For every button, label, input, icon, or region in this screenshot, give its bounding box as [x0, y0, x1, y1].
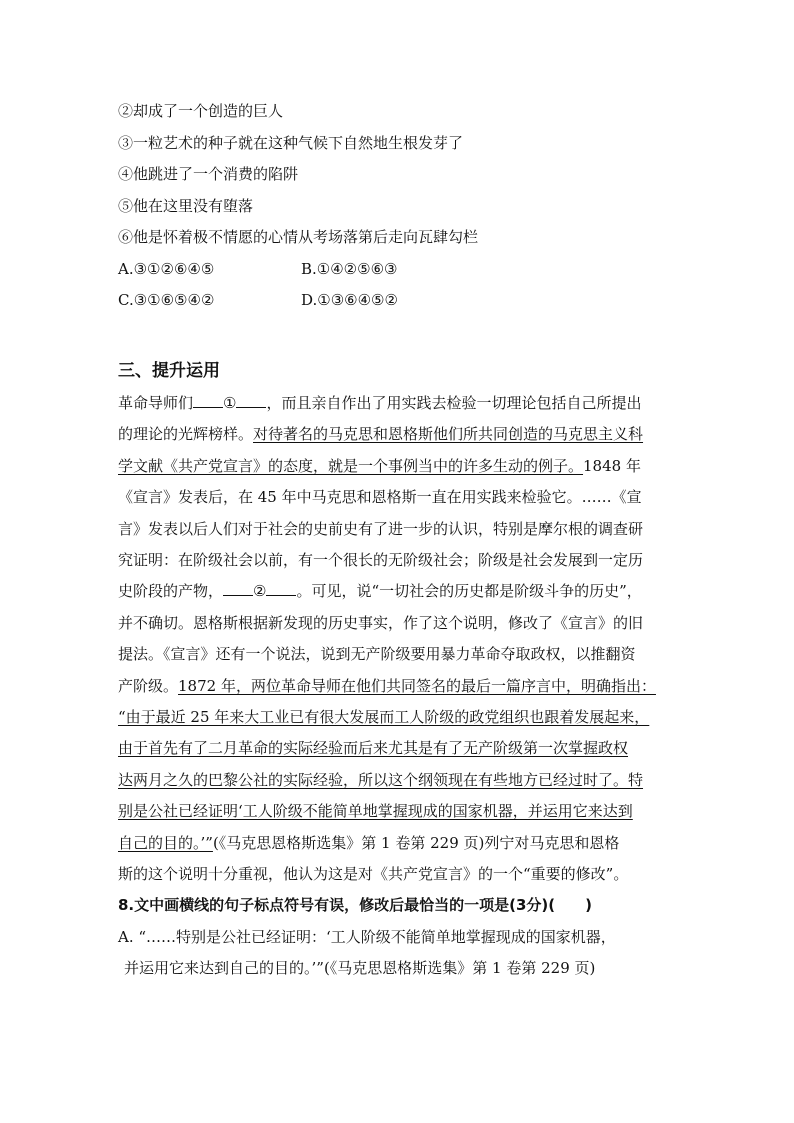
- blank-2-label: ②: [253, 582, 267, 600]
- section-title: 三、提升运用: [118, 361, 220, 381]
- underlined-sentence: 自己的目的。’”: [118, 834, 213, 852]
- question-option-a: A. “……特别是公社已经证明：‘工人阶级不能简单地掌握现成的国家机器，: [118, 928, 616, 946]
- passage-line: 提法。《宣言》还有一个说法，说到无产阶级要用暴力革命夺取政权，以推翻资: [118, 645, 636, 663]
- blank-2-underline: [223, 581, 253, 596]
- passage-line: 斯的这个说明十分重视，他认为这是对《共产党宣言》的一个“重要的修改”。: [118, 865, 629, 883]
- passage-line: 并不确切。恩格斯根据新发现的历史事实，作了这个说明，修改了《宣言》的旧: [118, 614, 644, 632]
- passage-line: [118, 393, 698, 413]
- blank-1-underline: [236, 393, 266, 408]
- option-c: C.③①⑥⑤④②: [118, 291, 215, 309]
- passage-line: [118, 424, 698, 444]
- list-item: ⑥他是怀着极不情愿的心情从考场落第后走向瓦肆勾栏: [118, 228, 479, 246]
- underlined-sentence: 别是公社已经证明‘工人阶级不能简单地掌握现成的国家机器，并运用它来达到: [118, 802, 633, 820]
- passage-line: [118, 676, 698, 696]
- option-b: B.①④②⑤⑥③: [301, 260, 398, 278]
- underlined-sentence: 由于首先有了二月革命的实际经验而后来尤其是有了无产阶级第一次掌握政权: [118, 739, 629, 757]
- passage-line: [118, 581, 698, 601]
- passage-text: (《马克思恩格斯选集》第 1 卷第 229 页)列宁对马克思和恩格: [212, 834, 620, 852]
- list-item: ③一粒艺术的种子就在这种气候下自然地生根发芽了: [118, 134, 464, 152]
- passage-line: 《宣言》发表后，在 45 年中马克思和恩格斯一直在用实践来检验它。……《宣: [118, 488, 642, 506]
- question-stem: 8.文中画横线的句子标点符号有误，修改后最恰当的一项是(3分)( ): [118, 896, 592, 914]
- blank-2-underline: [266, 581, 296, 596]
- list-item: ②却成了一个创造的巨人: [118, 102, 284, 120]
- passage-line: 究证明：在阶级社会以前，有一个很长的无阶级社会；阶级是社会发展到一定历: [118, 551, 644, 569]
- passage-text: 。可见，说“一切社会的历史都是阶级斗争的历史”，: [296, 582, 642, 600]
- list-item: ⑤他在这里没有堕落: [118, 197, 254, 215]
- underlined-sentence: “由于最近 25 年来大工业已有很大发展而工人阶级的政党组织也跟着发展起来，: [118, 708, 650, 726]
- blank-1-label: ①: [223, 394, 237, 412]
- underlined-sentence: 1872 年，两位革命导师在他们共同签名的最后一篇序言中，明确指出：: [178, 677, 656, 695]
- underlined-sentence: 对待著名的马克思和恩格斯他们所共同创造的马克思主义科: [253, 425, 644, 443]
- option-a: A.③①②⑥④⑤: [118, 260, 215, 278]
- passage-text: 1848 年: [583, 457, 641, 475]
- passage-text: 的理论的光辉榜样。: [118, 425, 254, 443]
- question-option-a-cont: 并运用它来达到自己的目的。’”(《马克思恩格斯选集》第 1 卷第 229 页): [124, 959, 596, 977]
- option-d: D.①③⑥④⑤②: [301, 291, 398, 309]
- underlined-sentence: 达两月之久的巴黎公社的实际经验，所以这个纲领现在有些地方已经过时了。特: [118, 771, 644, 789]
- passage-text: ，而且亲自作出了用实践去检验一切理论包括自己所提出: [266, 394, 642, 412]
- passage-line: [118, 833, 698, 853]
- passage-text: 产阶级。: [118, 677, 179, 695]
- list-item: ④他跳进了一个消费的陷阱: [118, 165, 299, 183]
- passage-text: 史阶段的产物，: [118, 582, 224, 600]
- underlined-sentence: 学文献《共产党宣言》的态度，就是一个事例当中的许多生动的例子。: [118, 457, 584, 475]
- blank-1-underline: [193, 393, 223, 408]
- passage-line: 言》发表以后人们对于社会的史前史有了进一步的认识，特别是摩尔根的调查研: [118, 520, 644, 538]
- passage-text: 革命导师们: [118, 394, 194, 412]
- passage-line: [118, 456, 698, 476]
